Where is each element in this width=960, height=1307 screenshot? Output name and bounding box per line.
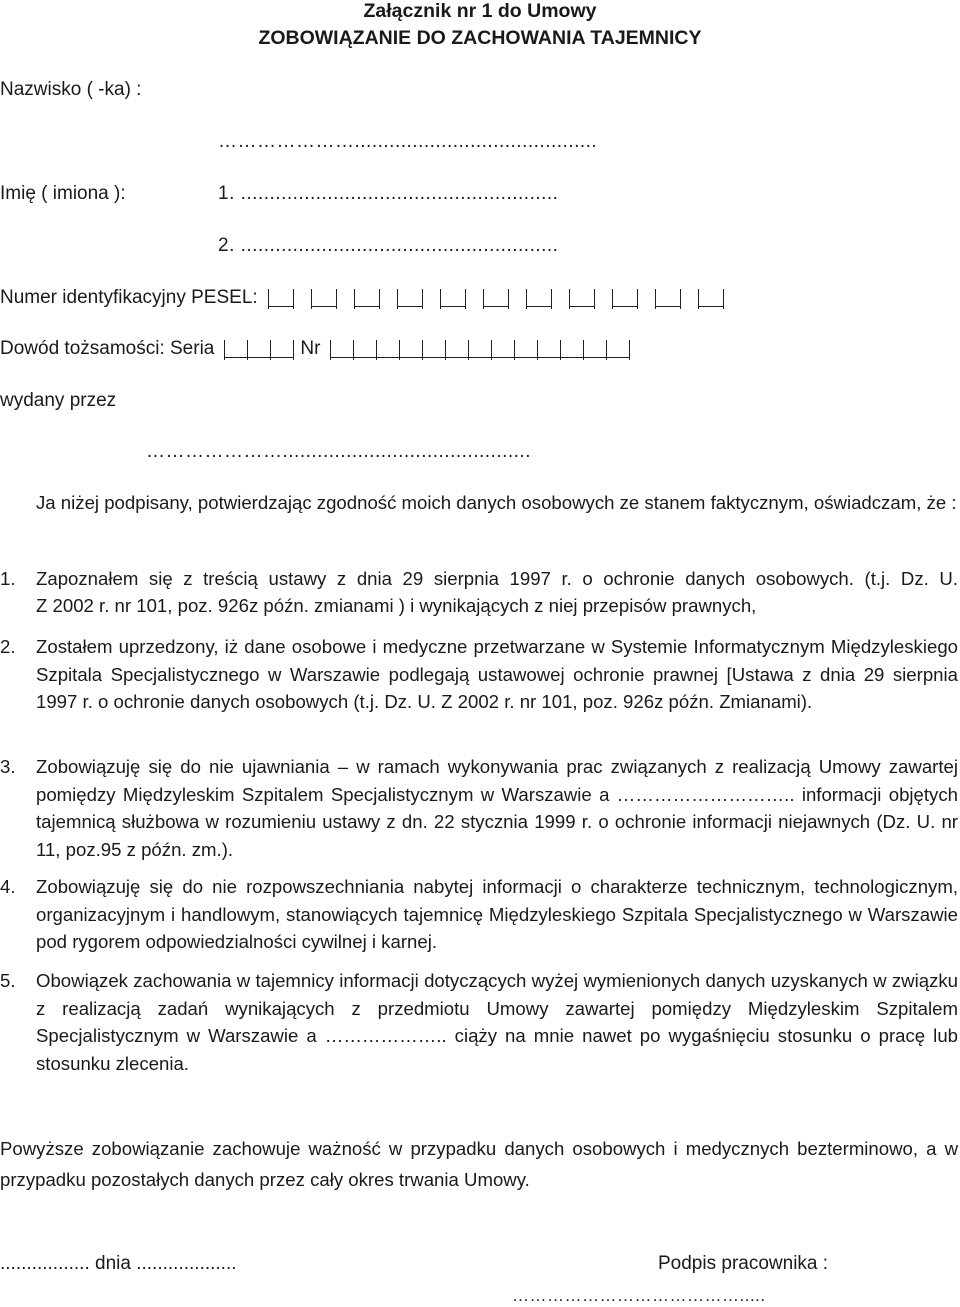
pesel-digit-box[interactable] bbox=[483, 289, 509, 309]
closing-paragraph: Powyższe zobowiązanie zachowuje ważność w przypadku danych osobowych i medycznych bezterminowo, a w przypadku pozostałych danych przez cały okres trwania Umowy. bbox=[0, 1138, 958, 1190]
id-number-box[interactable] bbox=[399, 340, 422, 360]
item-2-text: Zostałem uprzedzony, iż dane osobowe i medyczne przetwarzane w Systemie Informatycznym Międzyleskiego Szpitala Specjalistycznego w Warszawie podlegają ustawowej ochronie prawnej [Ustawa z dnia 29 sierpnia 1997 r. o ochronie danych osobowych (t.j. Dz. U. Z 2002 r. nr 101, poz. 926z późn. Zmianami). bbox=[36, 636, 958, 712]
id-series-box[interactable] bbox=[224, 340, 247, 360]
pesel-digit-box[interactable] bbox=[311, 289, 337, 309]
id-number-box[interactable] bbox=[422, 340, 445, 360]
pesel-digit-box[interactable] bbox=[526, 289, 552, 309]
item-1-line-1: Zapoznałem się z treścią ustawy z dnia 29 sierpnia 1997 r. o ochronie danych osobowych. (t.j. Dz. U. bbox=[36, 568, 958, 589]
issued-by-label: wydany przez bbox=[0, 390, 117, 411]
pesel-digit-box[interactable] bbox=[268, 289, 294, 309]
id-number-box[interactable] bbox=[468, 340, 491, 360]
id-number-box[interactable] bbox=[560, 340, 583, 360]
pesel-digit-box[interactable] bbox=[655, 289, 681, 309]
id-number-label: Nr bbox=[300, 338, 321, 359]
surname-label: Nazwisko ( -ka) : bbox=[0, 79, 142, 100]
annex-title: Załącznik nr 1 do Umowy bbox=[363, 0, 597, 22]
pesel-label: Numer identyfikacyjny PESEL: bbox=[0, 287, 258, 308]
id-number-box[interactable] bbox=[445, 340, 468, 360]
id-number-box[interactable] bbox=[606, 340, 630, 360]
id-number-box[interactable] bbox=[353, 340, 376, 360]
id-number-box[interactable] bbox=[514, 340, 537, 360]
item-5-text: Obowiązek zachowania w tajemnicy informacji dotyczących wyżej wymienionych danych uzyskanych w związku z realizacją zadań wynikających z przedmiotu Umowy zawartej pomiędzy Międzyleskim Szpitalem Specjalistycznym w Warszawie a ……………….. ciąży na mnie nawet po wygaśnięciu stosunku o pracę lub stosunku zlecenia. bbox=[36, 970, 958, 1074]
item-number: 4. bbox=[0, 876, 16, 897]
id-number-box[interactable] bbox=[491, 340, 514, 360]
item-number: 1. bbox=[0, 568, 16, 589]
surname-field[interactable]: ………………….......................................... bbox=[218, 131, 598, 152]
document-title: ZOBOWIĄZANIE DO ZACHOWANIA TAJEMNICY bbox=[258, 27, 702, 49]
signature-field[interactable]: …………………………………..... bbox=[512, 1286, 766, 1305]
id-number-box[interactable] bbox=[330, 340, 353, 360]
pesel-digit-box[interactable] bbox=[612, 289, 638, 309]
pesel-digit-box[interactable] bbox=[569, 289, 595, 309]
id-row bbox=[0, 338, 630, 360]
pesel-row bbox=[0, 287, 741, 309]
first-name-field[interactable]: 1. ....................................................... bbox=[218, 183, 559, 204]
names-label: Imię ( imiona ): bbox=[0, 183, 126, 204]
item-number: 3. bbox=[0, 756, 16, 777]
pesel-digit-box[interactable] bbox=[440, 289, 466, 309]
item-4-text: Zobowiązuję się do nie rozpowszechniania nabytej informacji o charakterze technicznym, technologicznym, organizacyjnym i handlowym, stanowiących tajemnicę Międzyleskiego Szpitala Specjalistycznego w Warszawie pod rygorem odpowiedzialności cywilnej i karnej. bbox=[36, 876, 958, 952]
item-number: 2. bbox=[0, 636, 16, 657]
id-number-boxes[interactable] bbox=[330, 340, 630, 360]
place-date-field[interactable]: ................. dnia ................... bbox=[0, 1253, 237, 1274]
id-series-boxes[interactable] bbox=[224, 340, 294, 360]
id-series-box[interactable] bbox=[270, 340, 294, 360]
second-name-field[interactable]: 2. ....................................................... bbox=[218, 235, 559, 256]
id-series-box[interactable] bbox=[247, 340, 270, 360]
item-number: 5. bbox=[0, 970, 16, 991]
pesel-digit-box[interactable] bbox=[397, 289, 423, 309]
id-number-box[interactable] bbox=[376, 340, 399, 360]
pesel-boxes[interactable] bbox=[268, 289, 741, 309]
pesel-digit-box[interactable] bbox=[354, 289, 380, 309]
item-1-line-2: Z 2002 r. nr 101, poz. 926z późn. zmianami ) i wynikających z niej przepisów prawnych, bbox=[36, 595, 757, 616]
id-number-box[interactable] bbox=[583, 340, 606, 360]
item-3-text: Zobowiązuję się do nie ujawniania – w ramach wykonywania prac związanych z realizacją Umowy zawartej pomiędzy Międzyleskim Szpitalem Specjalistycznym w Warszawie a ……………………….. informacji objętych tajemnicą służbowa w rozumieniu ustawy z dn. 22 stycznia 1999 r. o ochronie informacji niejawnych (Dz. U. nr 11, poz.95 z późn. zm.). bbox=[36, 756, 958, 860]
issued-by-field[interactable]: …………………........................................... bbox=[146, 441, 531, 462]
signature-label: Podpis pracownika : bbox=[658, 1253, 829, 1274]
pesel-digit-box[interactable] bbox=[698, 289, 724, 309]
id-series-label: Dowód tożsamości: Seria bbox=[0, 338, 215, 359]
intro-paragraph: Ja niżej podpisany, potwierdzając zgodność moich danych osobowych ze stanem faktycznym, oświadczam, że : bbox=[36, 492, 957, 513]
id-number-box[interactable] bbox=[537, 340, 560, 360]
